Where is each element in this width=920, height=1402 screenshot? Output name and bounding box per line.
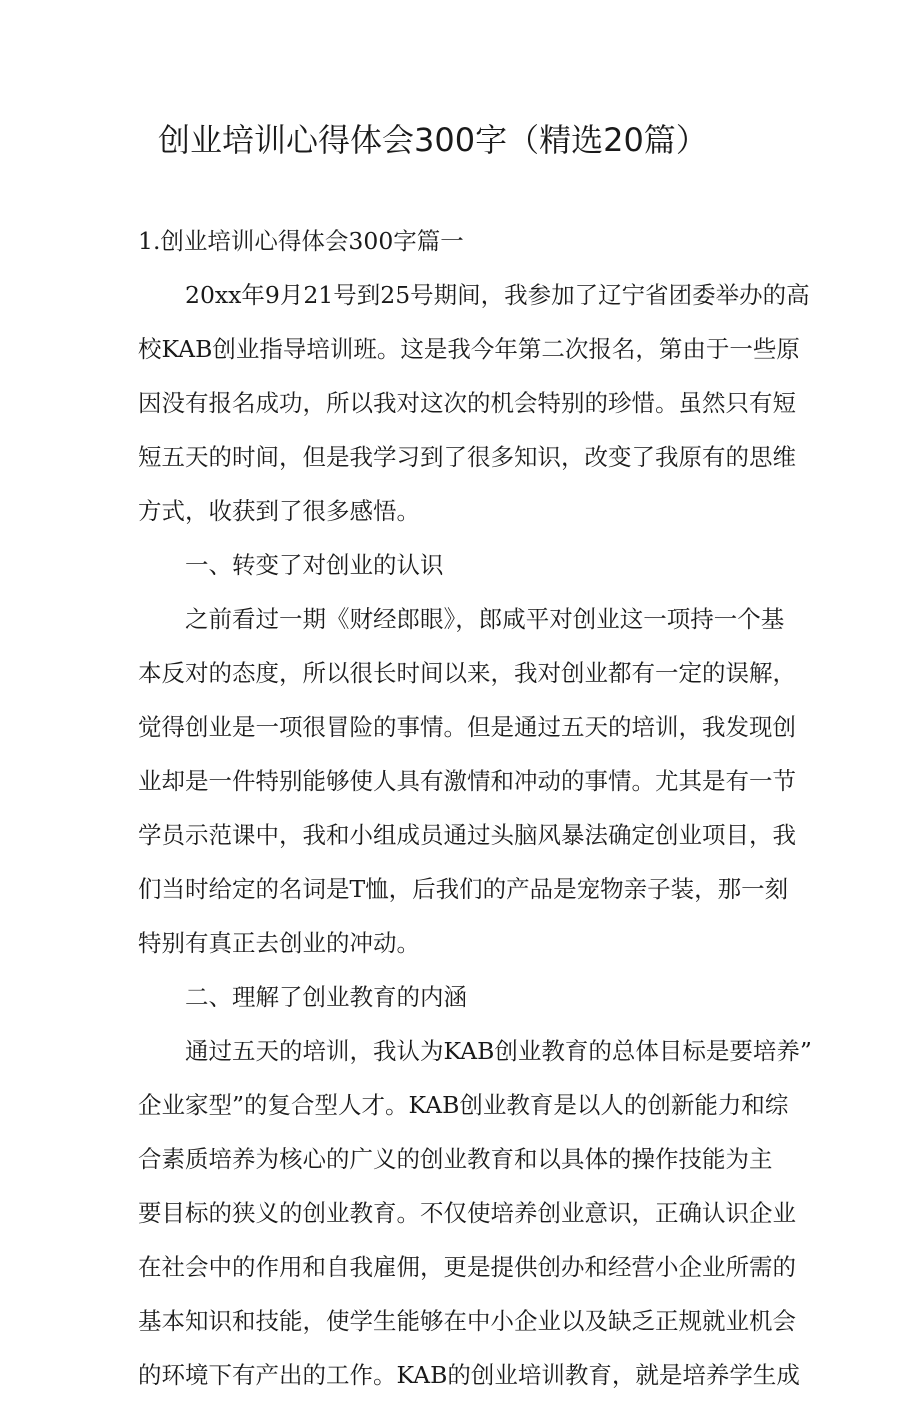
document-title: 创业培训心得体会300字（精选20篇） (158, 121, 708, 159)
paragraph-line: 基本知识和技能，使学生能够在中小企业以及缺乏正规就业机会 (138, 1307, 796, 1335)
paragraph-line: 通过五天的培训，我认为KAB创业教育的总体目标是要培养” (185, 1037, 812, 1065)
section-heading: 1.创业培训心得体会300字篇一 (138, 227, 464, 255)
paragraph-line: 企业家型”的复合型人才。KAB创业教育是以人的创新能力和综 (138, 1091, 789, 1119)
paragraph-line: 学员示范课中，我和小组成员通过头脑风暴法确定创业项目，我 (138, 821, 796, 849)
paragraph-line: 的环境下有产出的工作。KAB的创业培训教育，就是培养学生成 (138, 1361, 800, 1389)
paragraph-line: 合素质培养为核心的广义的创业教育和以具体的操作技能为主 (138, 1145, 773, 1173)
paragraph-line: 20xx年9月21号到25号期间，我参加了辽宁省团委举办的高 (185, 281, 810, 309)
paragraph-line: 方式，收获到了很多感悟。 (138, 497, 420, 525)
subheading: 二、理解了创业教育的内涵 (185, 983, 467, 1011)
paragraph-line: 因没有报名成功，所以我对这次的机会特别的珍惜。虽然只有短 (138, 389, 796, 417)
document-body (138, 214, 812, 1402)
paragraph-line: 在社会中的作用和自我雇佣，更是提供创办和经营小企业所需的 (138, 1253, 796, 1281)
paragraph-line: 业却是一件特别能够使人具有激情和冲动的事情。尤其是有一节 (138, 767, 796, 795)
paragraph-line: 短五天的时间，但是我学习到了很多知识，改变了我原有的思维 (138, 443, 796, 471)
paragraph-line: 们当时给定的名词是T恤，后我们的产品是宠物亲子装，那一刻 (138, 875, 789, 903)
paragraph-line: 觉得创业是一项很冒险的事情。但是通过五天的培训，我发现创 (138, 713, 796, 741)
paragraph-line: 校KAB创业指导培训班。这是我今年第二次报名，第由于一些原 (138, 335, 800, 363)
paragraph-line: 之前看过一期《财经郎眼》，郎咸平对创业这一项持一个基 (185, 605, 785, 633)
paragraph-line: 本反对的态度，所以很长时间以来，我对创业都有一定的误解， (138, 659, 796, 687)
paragraph-line: 要目标的狭义的创业教育。不仅使培养创业意识，正确认识企业 (138, 1199, 796, 1227)
subheading: 一、转变了对创业的认识 (185, 551, 444, 579)
paragraph-line: 特别有真正去创业的冲动。 (138, 929, 420, 957)
